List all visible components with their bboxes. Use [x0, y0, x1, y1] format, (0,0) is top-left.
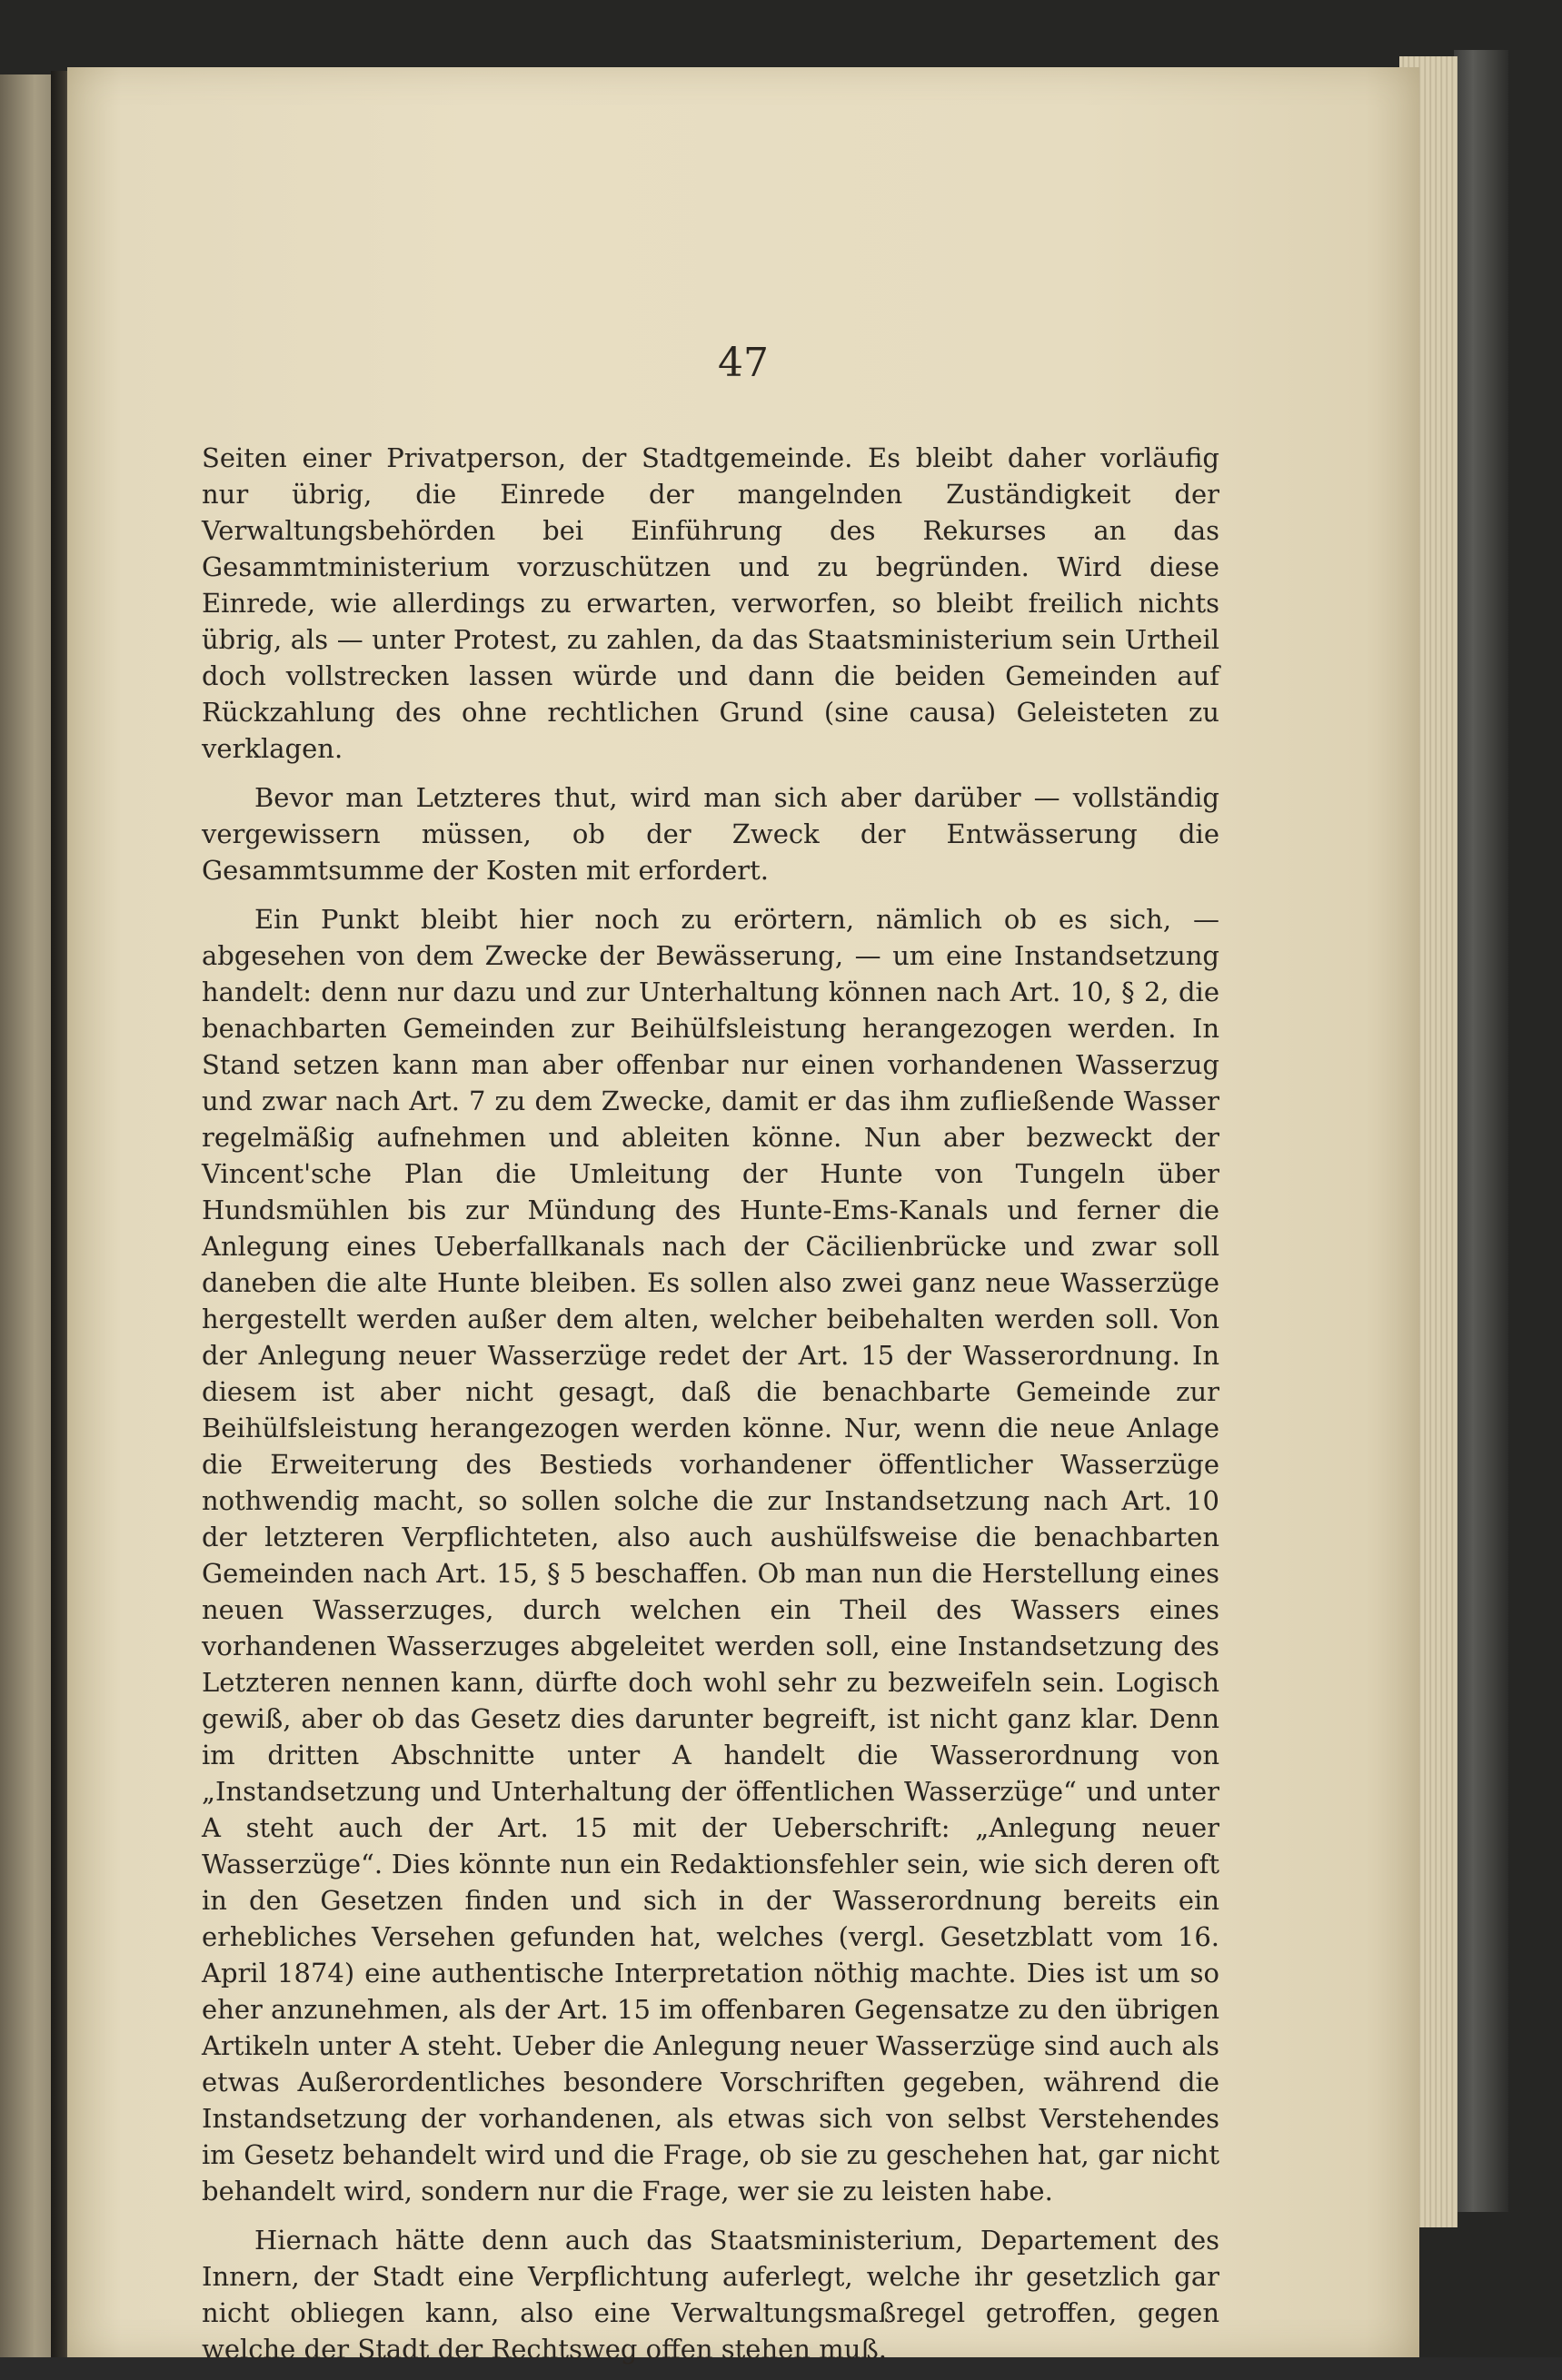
paragraph: Ein Punkt bleibt hier noch zu erörtern, nämlich ob es sich, — abgesehen von dem Zwecke der Bewässerung, — um eine Instandsetzung handelt: denn nur dazu und zur Unterhaltung können nach Art. 10, § 2, die benachbarten Gemeinden zur Beihülfsleistung herangezogen werden. In Stand setzen kann man aber offenbar nur einen vorhandenen Wasserzug und zwar nach Art. 7 zu dem Zwecke, damit er das ihm zufließende Wasser regelmäßig aufnehmen und ableiten könne. Nun aber bezweckt der Vincent'sche Plan die Umleitung der Hunte von Tungeln über Hundsmühlen bis zur Mündung des Hunte-Ems-Kanals und ferner die Anlegung eines Ueberfallkanals nach der Cäcilienbrücke und zwar soll daneben die alte Hunte bleiben. Es sollen also zwei ganz neue Wasserzüge hergestellt werden außer dem alten, welcher beibehalten werden soll. Von der Anlegung neuer Wasserzüge redet der Art. 15 der Wasserordnung. In diesem ist aber nicht gesagt, daß die benachbarte Gemeinde zur Beihülfsleistung herangezogen werden könne. Nur, wenn die neue Anlage die Erweiterung des Bestieds vorhandener öffentlicher Wasserzüge nothwendig macht, so sollen solche die zur Instandsetzung nach Art. 10 der letzteren Verpflichteten, also auch aushülfsweise die benachbarten Gemeinden nach Art. 15, § 5 beschaffen. Ob man nun die Herstellung eines neuen Wasserzuges, durch welchen ein Theil des Wassers eines vorhandenen Wasserzuges abgeleitet werden soll, eine Instandsetzung des Letzteren nennen kann, dürfte doch wohl sehr zu bezweifeln sein. Logisch gewiß, aber ob das Gesetz dies darunter begreift, ist nicht ganz klar. Denn im dritten Abschnitte unter A handelt die Wasserordnung von „Instandsetzung und Unterhaltung der öffentlichen Wasserzüge“ und unter A steht auch der Art. 15 mit der Ueberschrift: „Anlegung neuer Wasserzüge“. Dies könnte nun ein Redaktionsfehler sein, wie sich deren oft in den Gesetzen finden und sich in der Wasserordnung bereits ein erhebliches Versehen gefunden hat, welches (vergl. Gesetzblatt vom 16. April 1874) eine authentische Interpretation nöthig machte. Dies ist um so eher anzunehmen, als der Art. 15 im offenbaren Gegensatze zu den übrigen Artikeln unter A steht. Ueber die Anlegung neuer Wasserzüge sind auch als etwas Außerordentliches besondere Vorschriften gegeben, während die Instandsetzung der vorhandenen, als etwas sich von selbst Verstehendes im Gesetz behandelt wird und die Frage, ob sie zu geschehen hat, gar nicht behandelt wird, sondern nur die Frage, wer sie zu leisten habe.	[202, 904, 1219, 2206]
paragraph: Bevor man Letzteres thut, wird man sich aber darüber — vollständig vergewissern müssen, ob der Zweck der Entwässerung die Gesammtsumme der Kosten mit erfordert.	[202, 782, 1219, 886]
paragraph: Hiernach hätte denn auch das Staatsministerium, Departement des Innern, der Stadt eine Verpflichtung auferlegt, welche ihr gesetzlich gar nicht obliegen kann, also eine Verwaltungsmaßregel getroffen, gegen welche der Stadt der Rechtsweg offen stehen muß.	[202, 2225, 1219, 2365]
book-page	[67, 67, 1419, 2365]
page-body	[202, 440, 1219, 2380]
page-number: 47	[718, 340, 769, 386]
left-page-edge	[0, 74, 58, 2357]
paragraph: Seiten einer Privatperson, der Stadtgemeinde. Es bleibt daher vorläufig nur übrig, die Einrede der mangelnden Zuständigkeit der Verwaltungsbehörden bei Einführung des Rekurses an das Gesammtministerium vorzuschützen und zu begründen. Wird diese Einrede, wie allerdings zu erwarten, verworfen, so bleibt freilich nichts übrig, als — unter Protest, zu zahlen, da das Staatsministerium sein Urtheil doch vollstrecken lassen würde und dann die beiden Gemeinden auf Rückzahlung des ohne rechtlichen Grund (sine causa) Geleisteten zu verklagen.	[202, 442, 1219, 764]
book-cover-edge	[1454, 50, 1508, 2212]
